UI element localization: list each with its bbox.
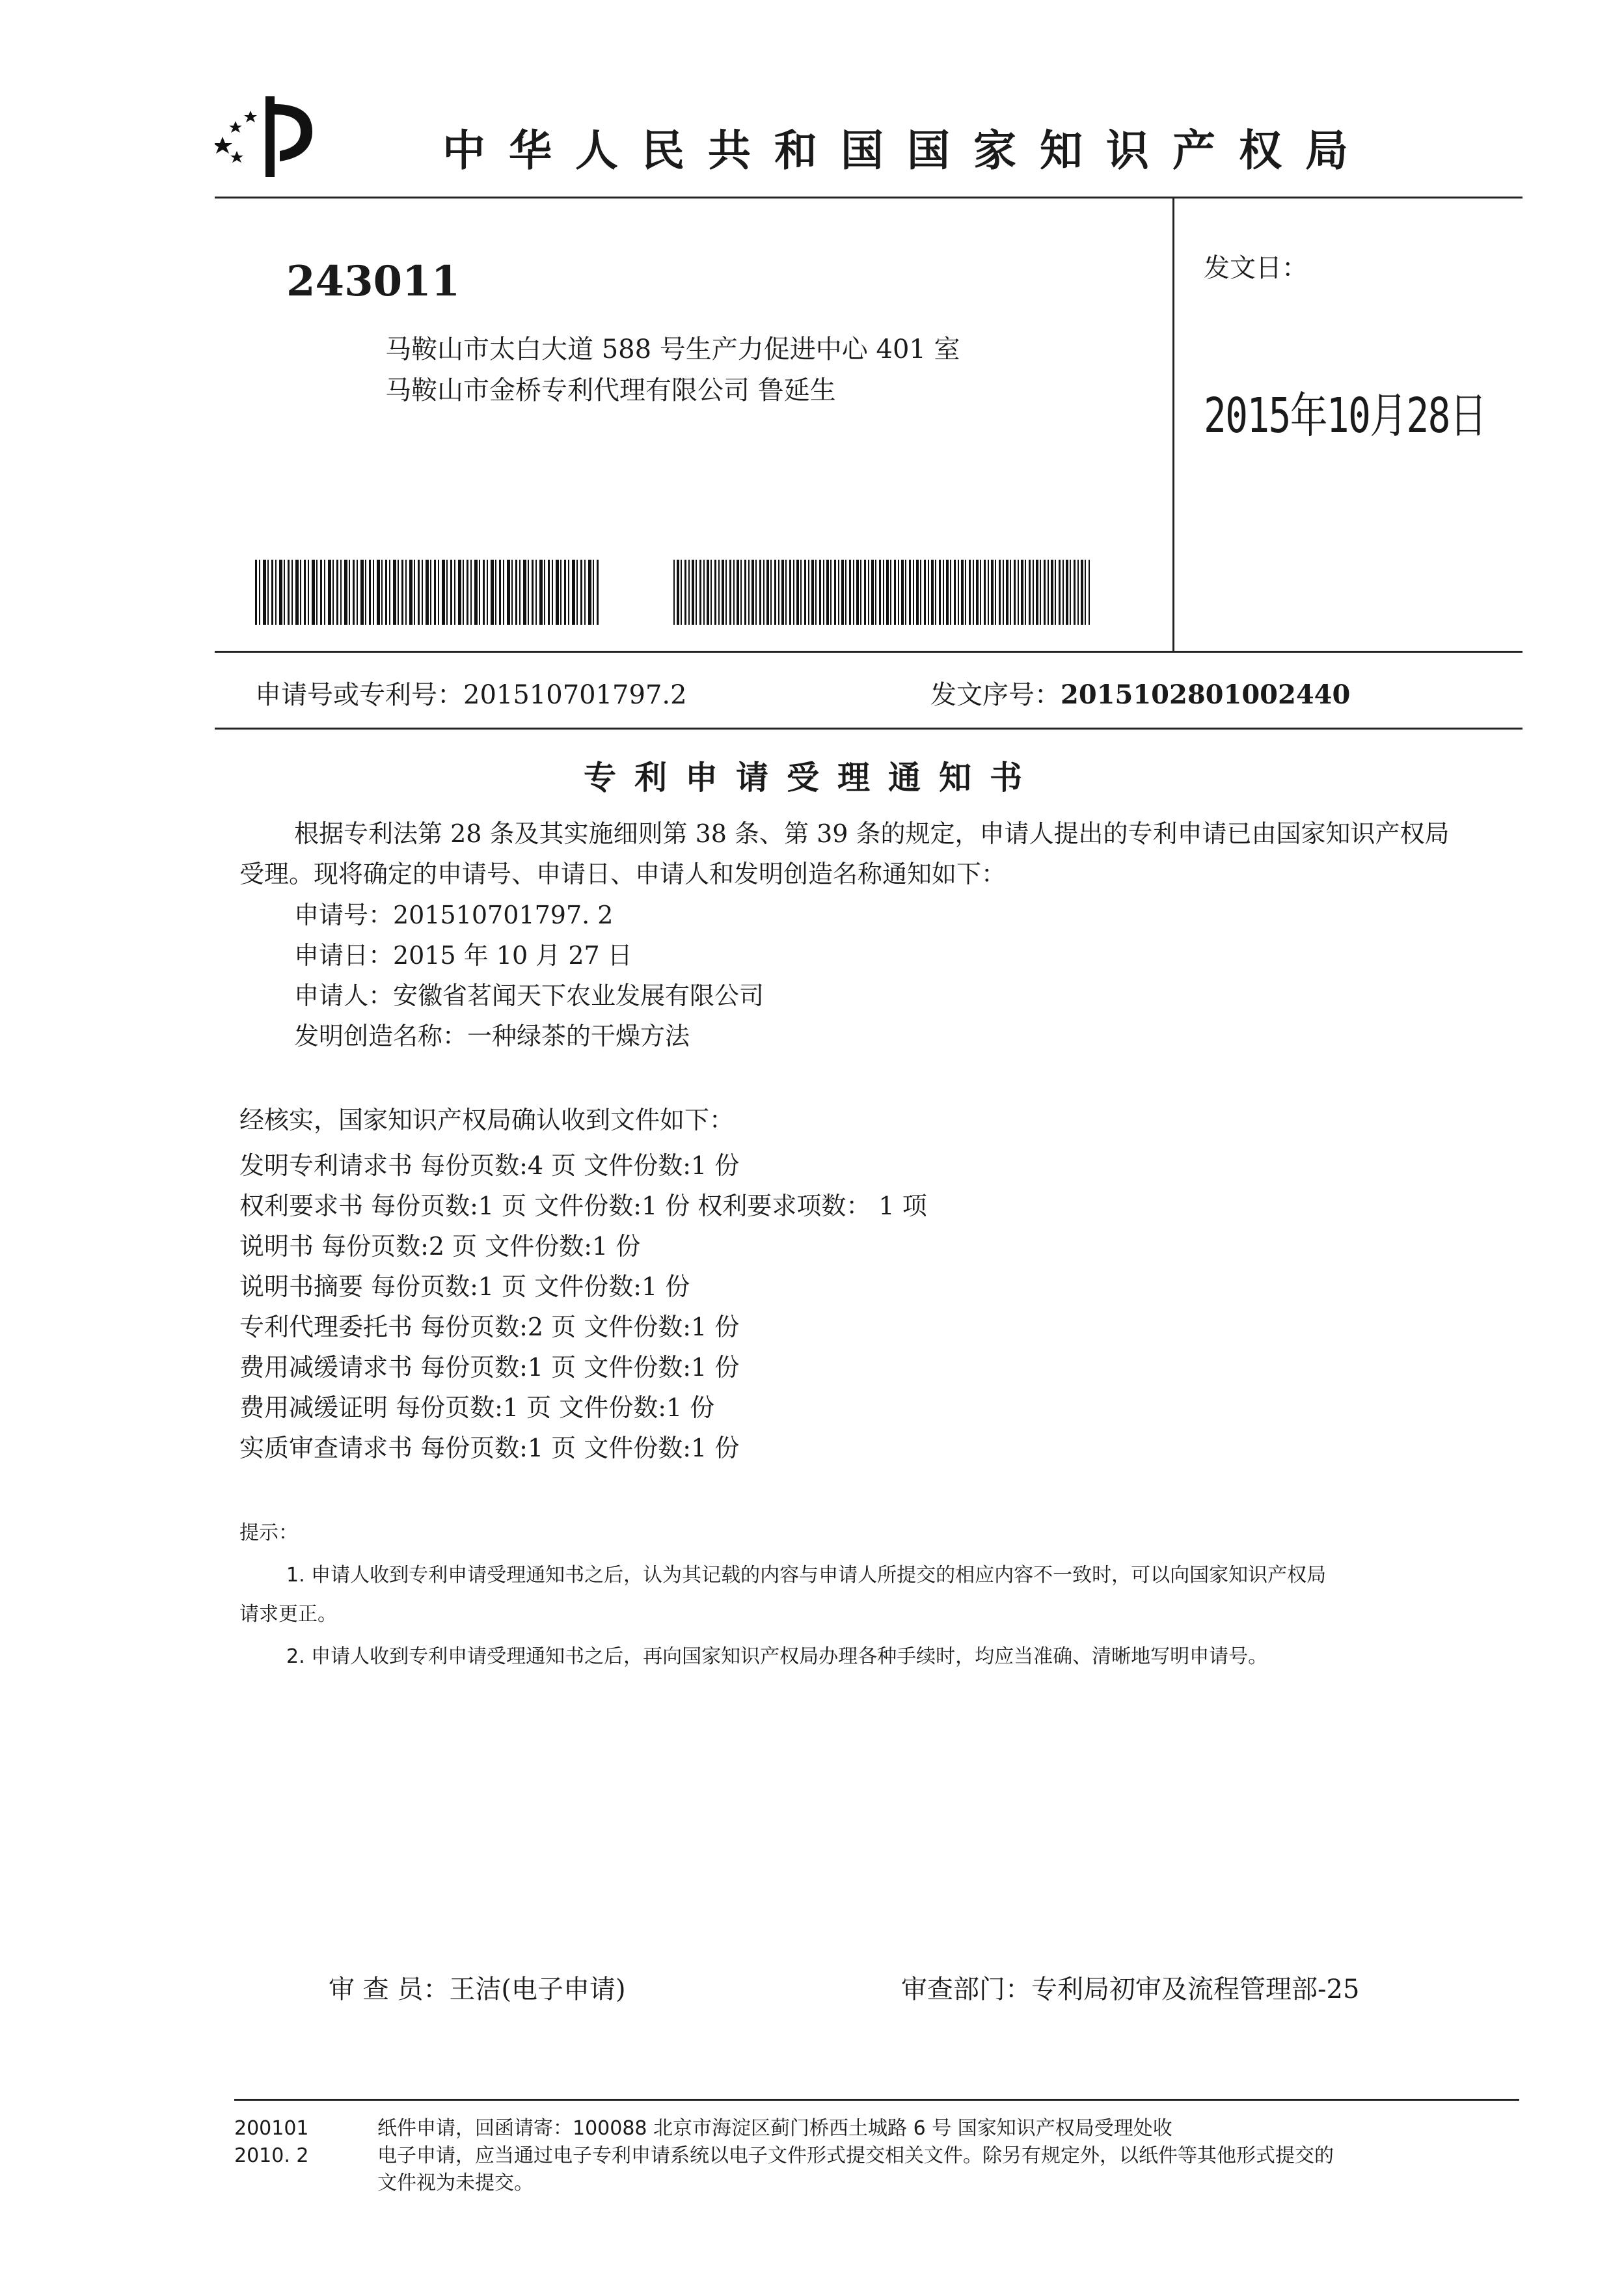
file-item: 说明书摘要 每份页数:1 页 文件份数:1 份 <box>239 1272 690 1301</box>
file-item: 费用减缓证明 每份页数:1 页 文件份数:1 份 <box>239 1393 715 1422</box>
form-version: 2010. 2 <box>234 2144 309 2167</box>
issue-date-label: 发文日： <box>1204 253 1308 283</box>
hint-item1-line2: 请求更正。 <box>239 1603 337 1626</box>
postal-code: 243011 <box>286 257 461 306</box>
issue-date-stamp: 2015年10月28日 <box>1204 388 1487 444</box>
field-application-number: 申请号：201510701797. 2 <box>294 901 614 929</box>
field-application-date: 申请日：2015 年 10 月 27 日 <box>294 941 632 970</box>
footer-electronic-line2: 文件视为未提交。 <box>377 2172 534 2194</box>
hint-item1-line1: 1. 申请人收到专利申请受理通知书之后，认为其记载的内容与申请人所提交的相应内容不一致时，可以向国家知识产权局 <box>286 1564 1327 1587</box>
application-number <box>255 674 687 711</box>
recipient-address-line1: 马鞍山市太白大道 588 号生产力促进中心 401 室 <box>385 335 960 364</box>
agency-name: 中华人民共和国国家知识产权局 <box>442 126 1372 176</box>
examiner: 审 查 员：王洁(电子申请) <box>329 1975 626 2004</box>
barcode-rule <box>215 651 1522 653</box>
hints-label: 提示： <box>239 1522 298 1544</box>
file-item: 说明书 每份页数:2 页 文件份数:1 份 <box>239 1232 641 1261</box>
numbers-rule <box>215 728 1522 730</box>
intro-line2: 受理。现将确定的申请号、申请日、申请人和发明创造名称通知如下： <box>239 860 1007 888</box>
application-number-value: 201510701797.2 <box>463 680 687 710</box>
document-title: 专利申请受理通知书 <box>584 759 1040 797</box>
field-applicant: 申请人：安徽省茗闻天下农业发展有限公司 <box>294 981 765 1010</box>
serial-number <box>930 674 1350 711</box>
recipient-address-line2: 马鞍山市金桥专利代理有限公司 鲁延生 <box>385 376 836 405</box>
date-column-divider <box>1172 197 1174 652</box>
barcode-right <box>673 560 1090 625</box>
footer-paper-line: 纸件申请，回函请寄：100088 北京市海淀区蓟门桥西土城路 6 号 国家知识产权局受理处收 <box>377 2117 1172 2140</box>
form-code: 200101 <box>234 2117 309 2140</box>
file-item: 专利代理委托书 每份页数:2 页 文件份数:1 份 <box>239 1313 740 1341</box>
file-item: 实质审查请求书 每份页数:1 页 文件份数:1 份 <box>239 1434 740 1462</box>
application-number-label: 申请号或专利号： <box>255 680 463 710</box>
file-item: 费用减缓请求书 每份页数:1 页 文件份数:1 份 <box>239 1353 740 1382</box>
barcode-left <box>255 560 600 625</box>
intro-line1: 根据专利法第 28 条及其实施细则第 38 条、第 39 条的规定，申请人提出的专利申请已由国家知识产权局 <box>294 819 1450 848</box>
received-intro: 经核实，国家知识产权局确认收到文件如下： <box>239 1106 735 1134</box>
file-item: 发明专利请求书 每份页数:4 页 文件份数:1 份 <box>239 1151 740 1180</box>
header-rule <box>215 197 1522 198</box>
cnipa-logo-icon <box>215 91 332 182</box>
file-item: 权利要求书 每份页数:1 页 文件份数:1 份 权利要求项数： 1 项 <box>239 1192 927 1220</box>
field-invention-name: 发明创造名称：一种绿茶的干燥方法 <box>294 1022 690 1050</box>
examination-department: 审查部门：专利局初审及流程管理部-25 <box>901 1975 1360 2004</box>
footer-rule <box>234 2099 1519 2101</box>
footer-electronic-line1: 电子申请，应当通过电子专利申请系统以电子文件形式提交相关文件。除另有规定外，以纸件等其他形式提交的 <box>377 2144 1334 2167</box>
hint-item2: 2. 申请人收到专利申请受理通知书之后，再向国家知识产权局办理各种手续时，均应当准确、清晰地写明申请号。 <box>286 1645 1268 1668</box>
serial-number-value: 2015102801002440 <box>1061 679 1351 710</box>
serial-number-label: 发文序号： <box>930 680 1061 710</box>
